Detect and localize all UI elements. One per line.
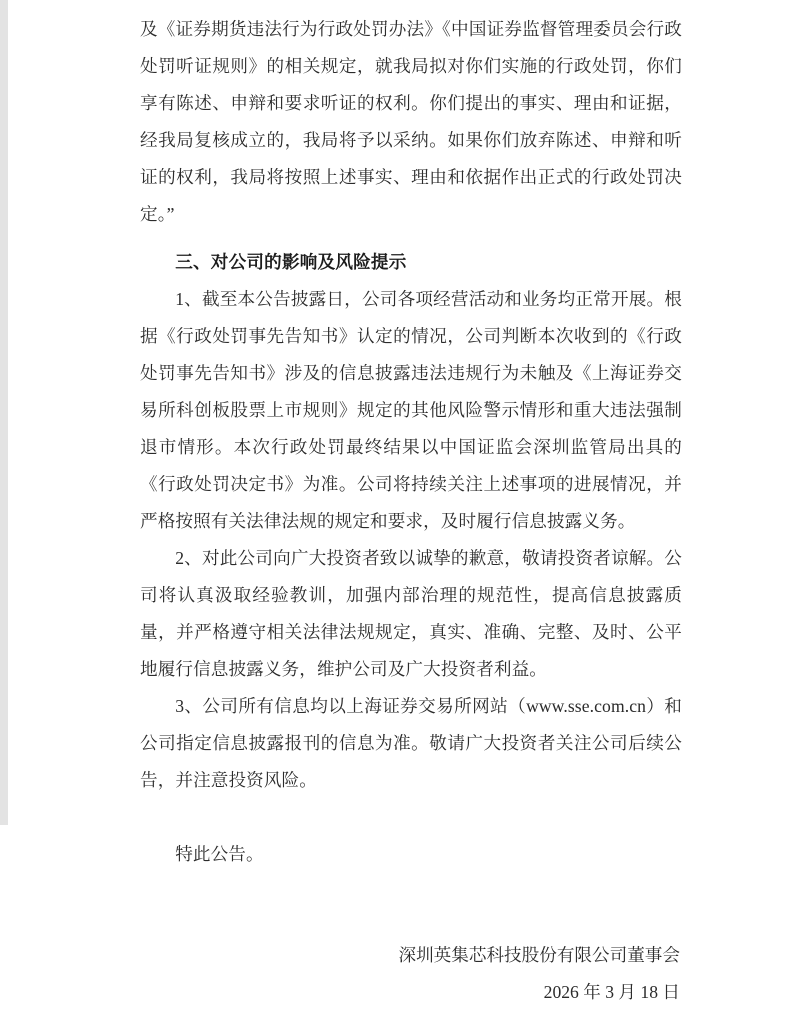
signature-block	[140, 937, 682, 1011]
pre-heading-spacer	[140, 233, 682, 244]
section-item-2: 2、对此公司向广大投资者致以诚挚的歉意，敬请投资者谅解。公司将认真汲取经验教训，加强内部治理的规范性，提高信息披露质量，并严格遵守相关法律法规规定，真实、准确、完整、及时、公平地履行信息披露义务，维护公司及广大投资者利益。	[140, 548, 682, 679]
closing-notice: 特此公告。	[175, 844, 264, 864]
signature-date: 2026 年 3 月 18 日	[543, 982, 680, 1002]
continued-paragraph: 及《证券期货违法行为行政处罚办法》《中国证券监督管理委员会行政处罚听证规则》的相关规定，就我局拟对你们实施的行政处罚，你们享有陈述、申辩和要求听证的权利。你们提出的事实、理由和证据，经我局复核成立的，我局将予以采纳。如果你们放弃陈述、申辩和听证的权利，我局将按照上述事实、理由和依据作出正式的行政处罚决定。”	[140, 19, 682, 224]
pre-closing-spacer	[140, 799, 682, 836]
top-spacer	[140, 0, 682, 11]
signer-name: 深圳英集芯科技股份有限公司董事会	[398, 945, 680, 965]
section-item-3: 3、公司所有信息均以上海证券交易所网站（www.sse.com.cn）和公司指定信息披露报刊的信息为准。敬请广大投资者关注公司后续公告，并注意投资风险。	[140, 696, 682, 790]
section-heading-impact-and-risk: 三、对公司的影响及风险提示	[175, 252, 407, 272]
document-text-column	[140, 0, 682, 1011]
section-item-1: 1、截至本公告披露日，公司各项经营活动和业务均正常开展。根据《行政处罚事先告知书》认定的情况，公司判断本次收到的《行政处罚事先告知书》涉及的信息披露违法违规行为未触及《上海证券交易所科创板股票上市规则》规定的其他风险警示情形和重大违法强制退市情形。本次行政处罚最终结果以中国证监会深圳监管局出具的《行政处罚决定书》为准。公司将持续关注上述事项的进展情况，并严格按照有关法律法规的规定和要求，及时履行信息披露义务。	[140, 289, 682, 531]
pre-signature-spacer	[140, 873, 682, 937]
